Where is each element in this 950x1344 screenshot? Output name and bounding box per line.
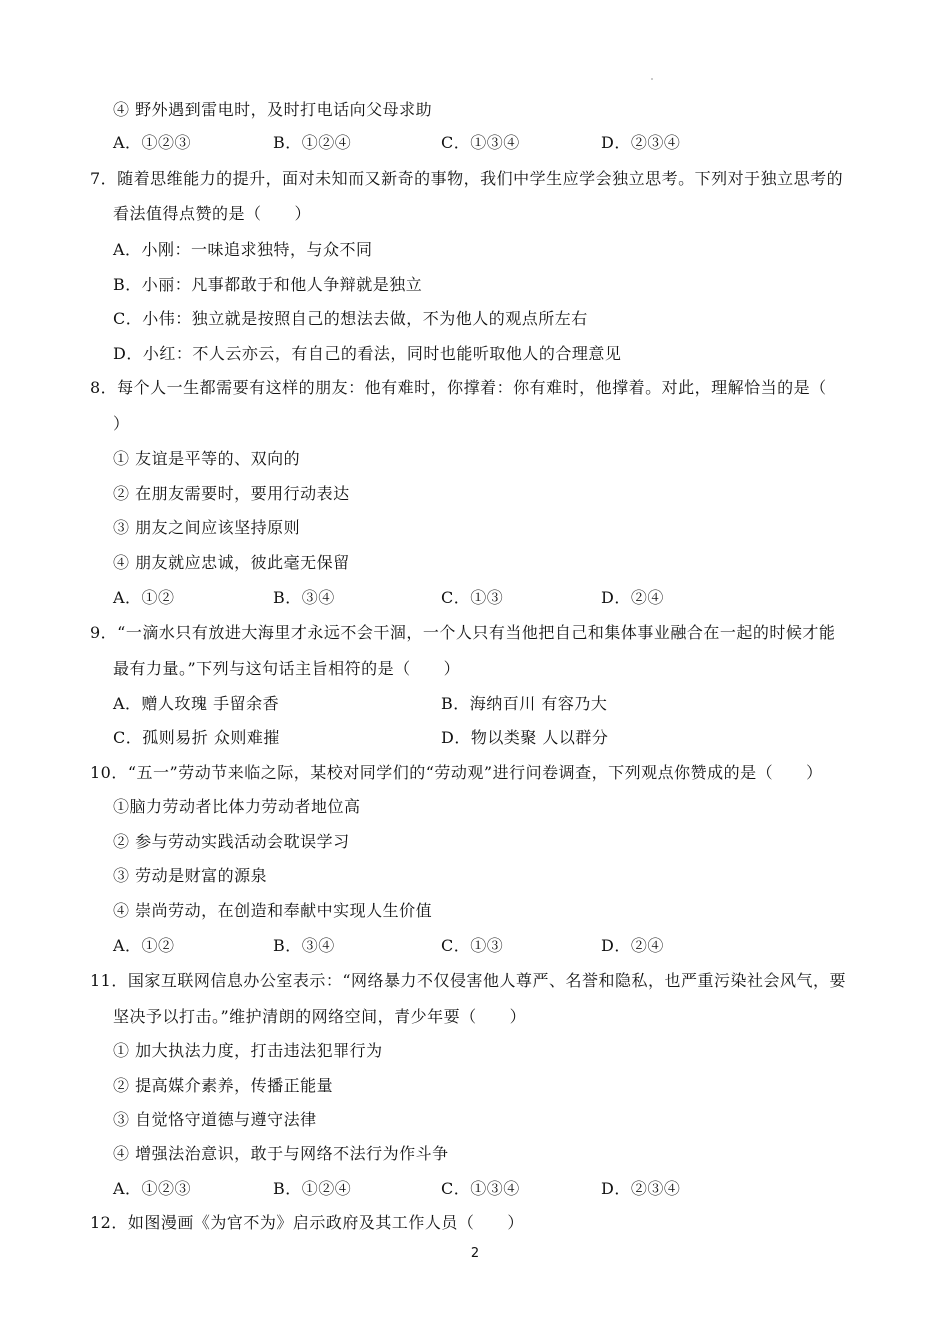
answer-options-row: [113, 692, 873, 716]
question-text-line: ② 提高媒介素养，传播正能量: [113, 1076, 334, 1095]
answer-option: C．①③④: [441, 1179, 520, 1198]
question-stem-line: 7．随着思维能力的提升，面对未知而又新奇的事物，我们中学生应学会独立思考。下列对于独立思考的: [90, 169, 844, 188]
answer-option: C．孤则易折 众则难摧: [113, 728, 280, 747]
answer-options-row: [113, 1177, 873, 1201]
question-text-line: ③ 劳动是财富的源泉: [113, 866, 268, 885]
answer-option: C．①③: [441, 588, 504, 607]
answer-option: B．①②④: [273, 133, 352, 152]
page-number: 2: [470, 1246, 480, 1261]
question-text-line: B．小丽：凡事都敢于和他人争辩就是独立: [113, 275, 423, 294]
answer-option: C．①③: [441, 936, 504, 955]
answer-option: A．①②: [113, 588, 175, 607]
answer-option: A．①②: [113, 936, 175, 955]
question-text-line: 坚决予以打击。”维护清朗的网络空间，青少年要（ ）: [113, 1007, 527, 1026]
answer-option: A．赠人玫瑰 手留余香: [113, 694, 280, 713]
answer-option: D．②③④: [601, 133, 681, 152]
answer-options-row: [113, 586, 873, 610]
scan-dot: [651, 78, 653, 80]
question-text-line: A．小刚：一味追求独特，与众不同: [113, 240, 373, 259]
question-text-line: ③ 自觉恪守道德与遵守法律: [113, 1110, 317, 1129]
question-text-line: ① 加大执法力度，打击违法犯罪行为: [113, 1041, 383, 1060]
question-text-line: ② 在朋友需要时，要用行动表达: [113, 484, 350, 503]
answer-option: B．①②④: [273, 1179, 352, 1198]
answer-options-row: [113, 131, 873, 155]
answer-option: D．②③④: [601, 1179, 681, 1198]
question-text-line: ①脑力劳动者比体力劳动者地位高: [113, 797, 361, 816]
question-text-line: ④ 野外遇到雷电时，及时打电话向父母求助: [113, 100, 433, 119]
question-text-line: ④ 朋友就应忠诚，彼此毫无保留: [113, 553, 350, 572]
question-text-line: D．小红：不人云亦云，有自己的看法，同时也能听取他人的合理意见: [113, 344, 622, 363]
answer-options-row: [113, 934, 873, 958]
question-stem-line: 10．“五一”劳动节来临之际，某校对同学们的“劳动观”进行问卷调查，下列观点你赞成的是（ ）: [90, 763, 823, 782]
question-text-line: ③ 朋友之间应该坚持原则: [113, 518, 301, 537]
answer-options-row: [113, 726, 873, 750]
answer-option: B．③④: [273, 936, 335, 955]
answer-option: C．①③④: [441, 133, 520, 152]
answer-option: D．②④: [601, 588, 664, 607]
question-text-line: C．小伟：独立就是按照自己的想法去做，不为他人的观点所左右: [113, 309, 588, 328]
question-text-line: ④ 增强法治意识，敢于与网络不法行为作斗争: [113, 1144, 449, 1163]
answer-option: D．物以类聚 人以群分: [441, 728, 609, 747]
question-stem-line: 11．国家互联网信息办公室表示：“网络暴力不仅侵害他人尊严、名誉和隐私，也严重污染社会风气，要: [90, 971, 847, 990]
question-stem-line: 12．如图漫画《为官不为》启示政府及其工作人员（ ）: [90, 1213, 524, 1232]
question-text-line: 最有力量。”下列与这句话主旨相符的是（ ）: [113, 659, 461, 678]
answer-option: D．②④: [601, 936, 664, 955]
answer-option: B．③④: [273, 588, 335, 607]
question-text-line: 看法值得点赞的是（ ）: [113, 204, 312, 223]
question-text-line: ② 参与劳动实践活动会耽误学习: [113, 832, 350, 851]
question-text-line: ④ 崇尚劳动，在创造和奉献中实现人生价值: [113, 901, 433, 920]
question-text-line: ）: [113, 414, 130, 433]
answer-option: A．①②③: [113, 1179, 192, 1198]
question-stem-line: 9．“一滴水只有放进大海里才永远不会干涸，一个人只有当他把自己和集体事业融合在一起的时候才能: [90, 623, 836, 642]
question-text-line: ① 友谊是平等的、双向的: [113, 449, 301, 468]
question-stem-line: 8．每个人一生都需要有这样的朋友：他有难时，你撑着：你有难时，他撑着。对此，理解恰当的是（: [90, 378, 827, 397]
answer-option: A．①②③: [113, 133, 192, 152]
answer-option: B．海纳百川 有容乃大: [441, 694, 608, 713]
